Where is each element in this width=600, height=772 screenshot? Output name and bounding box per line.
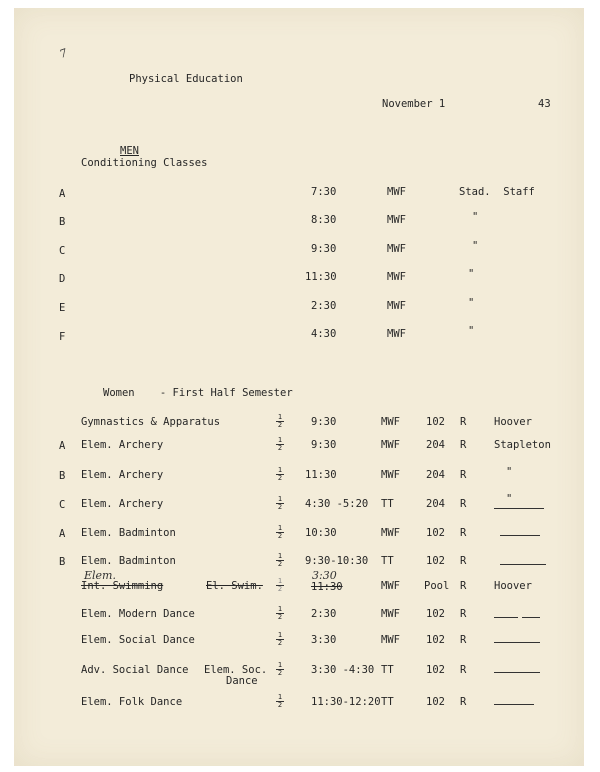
fraction-half: 1 2 bbox=[277, 413, 283, 429]
women-row-room: 204 bbox=[426, 498, 445, 510]
men-row-staff: " bbox=[472, 240, 479, 252]
women-row-course: Elem. Social Dance bbox=[81, 634, 195, 646]
women-row-days: MWF bbox=[381, 608, 400, 620]
men-row-time: 2:30 bbox=[311, 300, 337, 312]
date-label: November 1 bbox=[382, 98, 446, 110]
men-row-time: 7:30 bbox=[311, 186, 337, 198]
women-row-room: 102 bbox=[426, 696, 445, 708]
men-row-days: MWF bbox=[387, 186, 406, 198]
women-row-course: Elem. Archery bbox=[81, 439, 164, 451]
women-row-code: R bbox=[460, 527, 467, 539]
women-row-room: Pool bbox=[424, 580, 450, 592]
women-row-days: MWF bbox=[381, 580, 400, 592]
women-row-code: R bbox=[460, 416, 467, 428]
women-row-course: Elem. Badminton bbox=[81, 555, 176, 567]
women-row-course: Elem. Folk Dance bbox=[81, 696, 183, 708]
men-row-staff: " bbox=[468, 268, 475, 280]
women-row-section: B bbox=[59, 470, 66, 482]
fraction-half: 1 2 bbox=[277, 605, 283, 621]
fraction-half: 1 2 bbox=[277, 524, 283, 540]
women-row-course: Elem. Archery bbox=[81, 498, 164, 510]
instructor-blank-line bbox=[494, 508, 544, 509]
page-number: 43 bbox=[538, 98, 551, 110]
men-row-staff: " bbox=[468, 297, 475, 309]
women-row-course: Elem. Badminton bbox=[81, 527, 176, 539]
men-row-section: B bbox=[59, 216, 66, 228]
women-row-room: 204 bbox=[426, 439, 445, 451]
women-row-time: 11:30 bbox=[305, 469, 337, 481]
men-row-section: D bbox=[59, 273, 66, 285]
instructor-blank-line bbox=[494, 704, 534, 705]
women-row-course: Int. Swimming bbox=[81, 580, 164, 592]
instructor-blank-line bbox=[494, 672, 540, 673]
women-row-instructor: Hoover bbox=[494, 580, 532, 592]
instructor-blank-line bbox=[494, 642, 540, 643]
women-row-code: R bbox=[460, 555, 467, 567]
women-row-room: 204 bbox=[426, 469, 445, 481]
women-row-time: 9:30 bbox=[311, 416, 337, 428]
instructor-blank-line bbox=[494, 617, 518, 618]
men-row-time: 9:30 bbox=[311, 243, 337, 255]
women-row-time: 9:30 bbox=[311, 439, 337, 451]
men-row-time: 11:30 bbox=[305, 271, 337, 283]
women-row-instructor: Stapleton bbox=[494, 439, 551, 451]
women-row-room: 102 bbox=[426, 555, 445, 567]
women-row-code: R bbox=[460, 469, 467, 481]
women-row-days: MWF bbox=[381, 469, 400, 481]
fraction-half: 1 2 bbox=[277, 693, 283, 709]
men-row-time: 4:30 bbox=[311, 328, 337, 340]
women-row-days: MWF bbox=[381, 634, 400, 646]
men-row-days: MWF bbox=[387, 328, 406, 340]
adv-extra-line2: Dance bbox=[226, 675, 258, 687]
adv-extra-line1: Elem. Soc. bbox=[204, 664, 268, 676]
women-row-days: TT bbox=[381, 498, 394, 510]
fraction-half: 1 2 bbox=[277, 466, 283, 482]
women-row-instructor: Hoover bbox=[494, 416, 532, 428]
fraction-half: 1 2 bbox=[277, 436, 283, 452]
women-row-room: 102 bbox=[426, 664, 445, 676]
men-row-section: A bbox=[59, 188, 66, 200]
women-row-time: 11:30 bbox=[311, 581, 343, 593]
document-page bbox=[14, 8, 584, 766]
women-heading: Women - First Half Semester bbox=[103, 387, 293, 399]
men-row-staff: " bbox=[472, 211, 479, 223]
women-row-time: 10:30 bbox=[305, 527, 337, 539]
women-row-code: R bbox=[460, 498, 467, 510]
handwritten-time: 3:30 bbox=[312, 569, 337, 582]
handwritten-elem: Elem. bbox=[84, 569, 116, 582]
women-row-code: R bbox=[460, 634, 467, 646]
women-row-time: 3:30 -4:30 bbox=[311, 664, 375, 676]
women-row-time: 9:30-10:30 bbox=[305, 555, 369, 567]
corner-mark: 7 bbox=[57, 46, 70, 61]
men-row-days: MWF bbox=[387, 243, 406, 255]
women-row-code: R bbox=[460, 608, 467, 620]
instructor-blank-line bbox=[500, 564, 546, 565]
women-row-days: TT bbox=[381, 555, 394, 567]
men-subheading: Conditioning Classes bbox=[81, 157, 208, 169]
women-row-time: 11:30-12:20 bbox=[311, 696, 381, 708]
women-row-section: B bbox=[59, 556, 66, 568]
women-row-room: 102 bbox=[426, 608, 445, 620]
men-row-section: F bbox=[59, 331, 66, 343]
women-row-days: MWF bbox=[381, 439, 400, 451]
men-row-days: MWF bbox=[387, 214, 406, 226]
women-row-days: MWF bbox=[381, 527, 400, 539]
men-row-time: 8:30 bbox=[311, 214, 337, 226]
women-row-section: C bbox=[59, 499, 66, 511]
men-row-staff: " bbox=[468, 325, 475, 337]
page-title: Physical Education bbox=[129, 73, 243, 85]
women-row-time: 3:30 bbox=[311, 634, 337, 646]
women-row-instructor: " bbox=[506, 466, 513, 478]
instructor-blank-line bbox=[500, 535, 540, 536]
instructor-blank-line bbox=[522, 617, 540, 618]
women-row-days: TT bbox=[381, 664, 394, 676]
women-row-room: 102 bbox=[426, 527, 445, 539]
women-row-room: 102 bbox=[426, 416, 445, 428]
fraction-half: 1 2 bbox=[277, 552, 283, 568]
men-staff-header: Stad. Staff bbox=[459, 186, 535, 198]
men-row-section: C bbox=[59, 245, 66, 257]
fraction-half: 1 2 bbox=[277, 661, 283, 677]
men-row-section: E bbox=[59, 302, 66, 314]
women-row-section: A bbox=[59, 528, 66, 540]
women-row-days: MWF bbox=[381, 416, 400, 428]
women-row-code: R bbox=[460, 439, 467, 451]
men-row-days: MWF bbox=[387, 271, 406, 283]
women-row-room: 102 bbox=[426, 634, 445, 646]
women-row-section: A bbox=[59, 440, 66, 452]
women-row-time: 2:30 bbox=[311, 608, 337, 620]
fraction-half: 1 2 bbox=[277, 631, 283, 647]
women-row-course: Elem. Modern Dance bbox=[81, 608, 195, 620]
women-row-code: R bbox=[460, 580, 467, 592]
men-row-days: MWF bbox=[387, 300, 406, 312]
fraction-half: 1 2 bbox=[277, 495, 283, 511]
women-row-days: TT bbox=[381, 696, 394, 708]
women-row-time: 4:30 -5:20 bbox=[305, 498, 369, 510]
women-row-code: R bbox=[460, 696, 467, 708]
women-row-course: Gymnastics & Apparatus bbox=[81, 416, 221, 428]
swim-extra-label: El. Swim. bbox=[206, 580, 263, 592]
fraction-half: 1 2 bbox=[277, 577, 283, 593]
women-row-code: R bbox=[460, 664, 467, 676]
women-row-course: Elem. Archery bbox=[81, 469, 164, 481]
women-row-instructor: " bbox=[506, 493, 513, 505]
men-heading: MEN bbox=[120, 145, 139, 157]
women-row-course: Adv. Social Dance bbox=[81, 664, 189, 676]
